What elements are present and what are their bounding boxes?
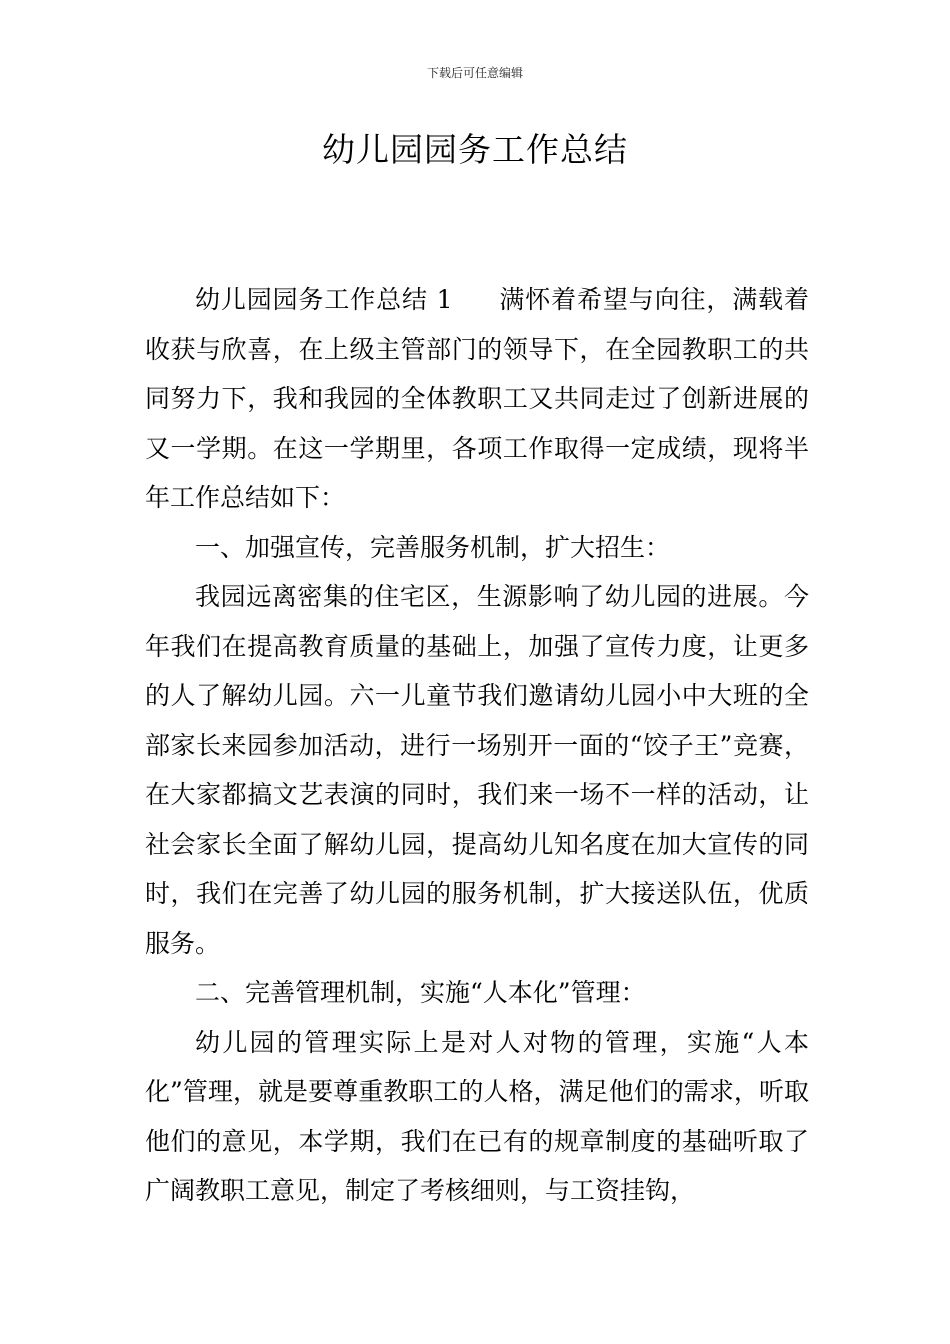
intro-text: 满怀着希望与向往，满载着收获与欣喜，在上级主管部门的领导下，在全园教职工的共同努力下，我和我园的全体教职工又共同走过了创新进展的又一学期。在这一学期里，各项工作取得一定成绩，现将半年工作总结如下： xyxy=(145,285,809,512)
document-title: 幼儿园园务工作总结 xyxy=(322,130,628,169)
document-body xyxy=(145,275,809,1216)
intro-label: 幼儿园园务工作总结 1 xyxy=(195,285,453,314)
section-2-paragraph: 幼儿园的管理实际上是对人对物的管理，实施“人本化”管理，就是要尊重教职工的人格，满足他们的需求，听取他们的意见，本学期，我们在已有的规章制度的基础听取了广阔教职工意见，制定了考核细则，与工资挂钩， xyxy=(145,1027,809,1205)
section-2-heading: 二、完善管理机制，实施“人本化”管理： xyxy=(195,978,646,1007)
section-1-heading: 一、加强宣传，完善服务机制，扩大招生： xyxy=(195,532,671,562)
header-note: 下载后可任意编辑 xyxy=(426,66,523,80)
section-1-paragraph: 我园远离密集的住宅区，生源影响了幼儿园的进展。今年我们在提高教育质量的基础上，加强了宣传力度，让更多的人了解幼儿园。六一儿童节我们邀请幼儿园小中大班的全部家长来园参加活动，进行一场别开一面的“饺子王”竞赛，在大家都搞文艺表演的同时，我们来一场不一样的活动，让社会家长全面了解幼儿园，提高幼儿知名度在加大宣传的同时，我们在完善了幼儿园的服务机制，扩大接送队伍，优质服务。 xyxy=(145,582,809,958)
intro-paragraph xyxy=(145,275,809,523)
